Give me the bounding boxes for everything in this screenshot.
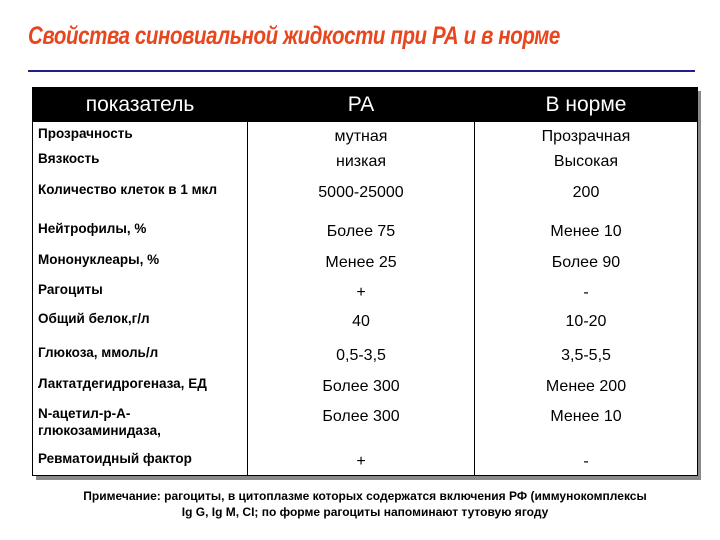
footnote — [20, 488, 710, 520]
row-indicator-cell: Нейтрофилы, % — [33, 217, 248, 247]
row-ra-cell: мутная — [248, 122, 475, 148]
row-indicator-cell: Мононуклеары, % — [33, 248, 248, 278]
row-norm-cell: 3,5-5,5 — [475, 341, 698, 371]
row-norm-cell: Высокая — [475, 147, 698, 177]
row-indicator-cell: N-ацетил-р-А-глюкозаминидаза, — [33, 402, 248, 447]
properties-table — [32, 87, 698, 476]
row-ra-cell: низкая — [248, 147, 475, 177]
row-indicator-cell: Общий белок,г/л — [33, 307, 248, 342]
header-ra: РА — [248, 88, 475, 122]
table-header-row — [33, 88, 698, 122]
row-indicator-cell: Лактатдегидрогеназа, ЕД — [33, 372, 248, 402]
row-ra-cell: 5000-25000 — [248, 178, 475, 218]
row-indicator-cell: Ревматоидный фактор — [33, 447, 248, 475]
row-indicator-cell: Глюкоза, ммоль/л — [33, 341, 248, 371]
title-divider — [28, 70, 695, 72]
table-row — [33, 402, 698, 447]
row-ra-cell: Менее 25 — [248, 248, 475, 278]
row-ra-cell: 40 — [248, 307, 475, 342]
row-ra-cell: + — [248, 447, 475, 475]
row-norm-cell: - — [475, 278, 698, 306]
table-row — [33, 278, 698, 306]
row-ra-cell: Более 300 — [248, 372, 475, 402]
row-norm-cell: Менее 200 — [475, 372, 698, 402]
header-indicator: показатель — [33, 88, 248, 122]
table-row — [33, 178, 698, 218]
header-norm: В норме — [475, 88, 698, 122]
table-row — [33, 307, 698, 342]
row-ra-cell: 0,5-3,5 — [248, 341, 475, 371]
row-norm-cell: Более 90 — [475, 248, 698, 278]
row-norm-cell: Прозрачная — [475, 122, 698, 148]
row-ra-cell: Более 75 — [248, 217, 475, 247]
footnote-line-2: Ig G, Ig M, CI; по форме рагоциты напоминают тутовую ягоду — [181, 505, 549, 519]
table-row — [33, 147, 698, 177]
row-indicator-cell: Прозрачность — [33, 122, 248, 148]
row-norm-cell: Менее 10 — [475, 217, 698, 247]
table-row — [33, 447, 698, 475]
table-container — [32, 87, 697, 476]
row-indicator-cell: Количество клеток в 1 мкл — [33, 178, 248, 218]
table-row — [33, 122, 698, 148]
table-row — [33, 341, 698, 371]
row-indicator-cell: Вязкость — [33, 147, 248, 177]
row-norm-cell: 10-20 — [475, 307, 698, 342]
row-norm-cell: Менее 10 — [475, 402, 698, 447]
table-row — [33, 248, 698, 278]
row-ra-cell: + — [248, 278, 475, 306]
row-ra-cell: Более 300 — [248, 402, 475, 447]
table-row — [33, 217, 698, 247]
row-indicator-cell: Рагоциты — [33, 278, 248, 306]
footnote-line-1: Примечание: рагоциты, в цитоплазме которых содержатся включения РФ (иммунокомплексы — [83, 489, 647, 503]
page-title: Свойства синовиальной жидкости при РА и в норме — [28, 22, 560, 50]
row-norm-cell: 200 — [475, 178, 698, 218]
row-norm-cell: - — [475, 447, 698, 475]
table-row — [33, 372, 698, 402]
